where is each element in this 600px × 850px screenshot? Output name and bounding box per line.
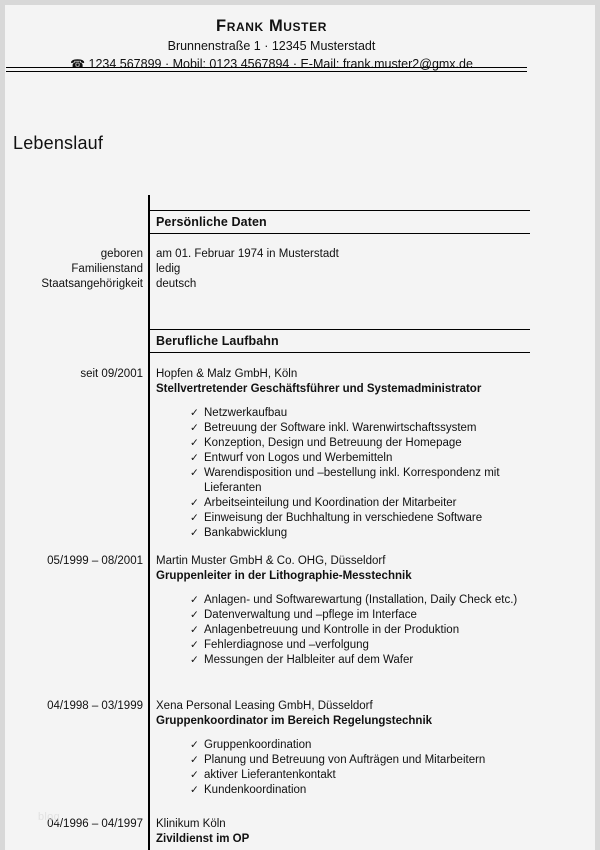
check-icon: ✓ [190, 496, 199, 509]
check-icon: ✓ [190, 467, 199, 479]
page-title: Lebenslauf [13, 133, 104, 153]
task-item [156, 608, 536, 623]
task-item [156, 738, 536, 753]
career-details [156, 367, 536, 541]
applicant-contact: 1234 567899 · Mobil: 0123 4567894 · E-Mail: frank.muster2@gmx.de [88, 56, 473, 71]
task-text: Gruppenkoordination [204, 739, 312, 751]
task-text: Einweisung der Buchhaltung in verschiedene Software [204, 511, 483, 524]
task-text: Fehlerdiagnose und –verfolgung [204, 639, 369, 651]
task-text: Bankabwicklung [204, 526, 288, 539]
task-text: Entwurf von Logos und Werbemitteln [204, 452, 393, 464]
check-icon: ✓ [190, 594, 199, 606]
career-period: 04/1998 – 03/1999 [47, 700, 143, 712]
task-item [156, 466, 536, 495]
career-organisation: Hopfen & Malz GmbH, Köln [156, 368, 298, 380]
career-role: Stellvertretender Geschäftsführer und Systemadministrator [156, 383, 482, 395]
section-heading-personal-data: Persönliche Daten [150, 210, 530, 234]
label-staatsangehoerigkeit: Staatsangehörigkeit [41, 278, 143, 290]
task-item [156, 653, 536, 668]
blog-watermark: blog [38, 811, 60, 823]
column-divider [148, 195, 150, 850]
task-item [156, 526, 536, 541]
task-text: Planung und Betreuung von Aufträgen und Mitarbeitern [204, 754, 486, 766]
task-item [156, 511, 536, 526]
career-role: Gruppenleiter in der Lithographie-Messtechnik [156, 570, 412, 582]
task-text: Anlagen- und Softwarewartung (Installation, Daily Check etc.) [204, 594, 518, 606]
check-icon: ✓ [190, 769, 199, 781]
task-text: Messungen der Halbleiter auf dem Wafer [204, 654, 414, 666]
task-item [156, 753, 536, 768]
telephone-icon: ☎ [70, 56, 86, 71]
career-details [156, 554, 536, 668]
task-text: Kundenkoordination [204, 784, 307, 796]
task-item [156, 436, 536, 451]
task-item [156, 406, 536, 421]
personal-data-values [156, 247, 536, 292]
letterhead [5, 5, 538, 73]
task-text: Netzwerkaufbau [204, 407, 288, 419]
applicant-address: Brunnenstraße 1 · 12345 Musterstadt [167, 38, 376, 53]
career-task-list [156, 406, 536, 540]
applicant-name: Frank Muster [216, 17, 327, 35]
career-role: Gruppenkoordinator im Bereich Regelungstechnik [156, 715, 433, 727]
task-item [156, 768, 536, 783]
career-organisation: Klinikum Köln [156, 818, 226, 830]
label-familienstand: Familienstand [71, 263, 143, 275]
value-familienstand: ledig [156, 263, 181, 275]
task-item [156, 638, 536, 653]
task-text: Warendisposition und –bestellung inkl. Korrespondenz mit Lieferanten [204, 467, 500, 494]
value-staatsangehoerigkeit: deutsch [156, 278, 197, 290]
check-icon: ✓ [190, 754, 199, 766]
career-task-list [156, 593, 536, 668]
check-icon: ✓ [190, 739, 199, 751]
check-icon: ✓ [190, 784, 199, 796]
check-icon: ✓ [190, 654, 199, 666]
task-text: Anlagenbetreuung und Kontrolle in der Produktion [204, 624, 460, 636]
check-icon: ✓ [190, 511, 199, 524]
task-item [156, 623, 536, 638]
check-icon: ✓ [190, 407, 199, 419]
value-geboren: am 01. Februar 1974 in Musterstadt [156, 248, 339, 260]
task-text: Arbeitseinteilung und Koordination der Mitarbeiter [204, 496, 457, 509]
personal-data-labels [5, 247, 143, 292]
check-icon: ✓ [190, 639, 199, 651]
section-heading-career: Berufliche Laufbahn [150, 329, 530, 353]
check-icon: ✓ [190, 452, 199, 464]
task-text: aktiver Lieferantenkontakt [204, 769, 336, 781]
label-geboren: geboren [100, 248, 143, 260]
career-details [156, 699, 536, 798]
check-icon: ✓ [190, 437, 199, 449]
task-text: Konzeption, Design und Betreuung der Homepage [204, 437, 462, 449]
career-role: Zivildienst im OP [156, 833, 250, 845]
career-organisation: Martin Muster GmbH & Co. OHG, Düsseldorf [156, 555, 386, 567]
career-organisation: Xena Personal Leasing GmbH, Düsseldorf [156, 700, 373, 712]
career-period: 04/1996 – 04/1997 [47, 818, 143, 830]
task-item [156, 593, 536, 608]
career-details [156, 817, 536, 847]
career-period: seit 09/2001 [80, 368, 143, 380]
check-icon: ✓ [190, 422, 199, 434]
career-task-list [156, 738, 536, 798]
check-icon: ✓ [190, 526, 199, 539]
check-icon: ✓ [190, 609, 199, 621]
cv-page [5, 5, 595, 850]
task-text: Datenverwaltung und –pflege im Interface [204, 609, 417, 621]
task-item [156, 783, 536, 798]
check-icon: ✓ [190, 624, 199, 636]
task-item [156, 451, 536, 466]
header-double-rule [6, 67, 527, 72]
task-text: Betreuung der Software inkl. Warenwirtschaftssystem [204, 422, 477, 434]
cv-content [5, 195, 595, 850]
task-item [156, 421, 536, 436]
task-item [156, 496, 536, 511]
career-period: 05/1999 – 08/2001 [47, 555, 143, 567]
